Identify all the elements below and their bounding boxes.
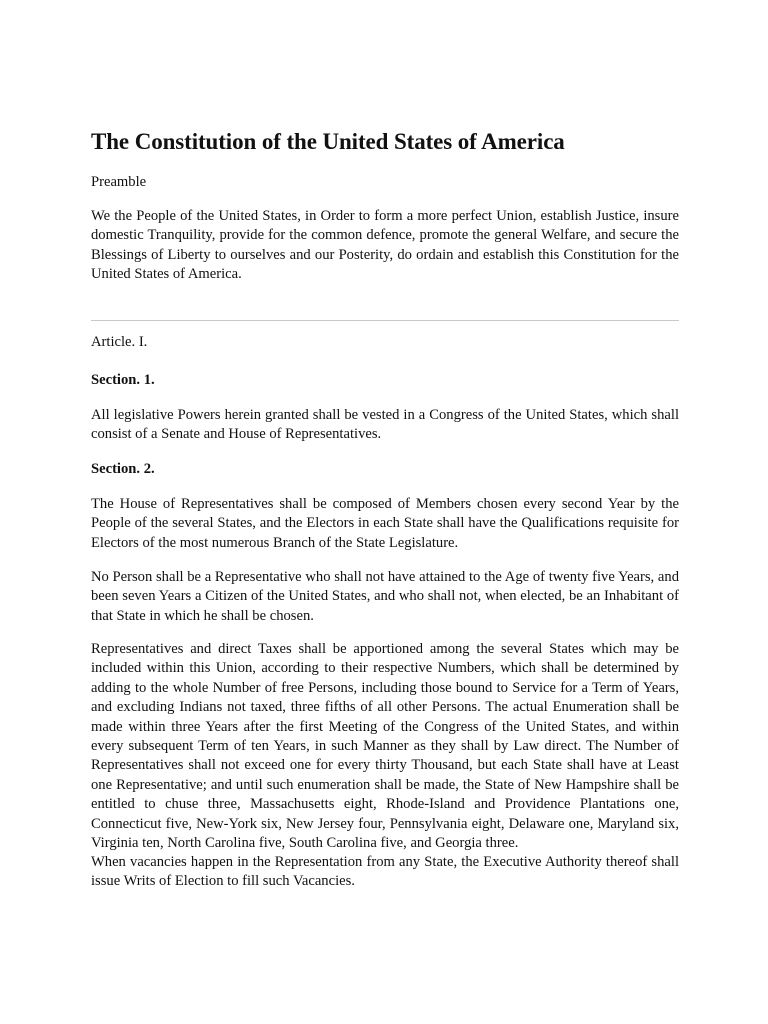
section-1-text: All legislative Powers herein granted shall be vested in a Congress of the United States, which shall consist of a Senate and House of Representatives. <box>91 407 679 443</box>
preamble-text: We the People of the United States, in Order to form a more perfect Union, establish Justice, insure domestic Tranquility, provide for the common defence, promote the general Welfare, and secure the Blessings of Liberty to ourselves and our Posterity, do ordain and establish this Constitution for the United States of America. <box>91 208 679 283</box>
document-title: The Constitution of the United States of America <box>91 129 565 154</box>
section-2-paragraph-2: No Person shall be a Representative who shall not have attained to the Age of twenty five Years, and been seven Years a Citizen of the United States, and who shall not, when elected, be an Inhabitant of that State in which he shall be chosen. <box>91 569 679 624</box>
article-heading: Article. I. <box>91 334 148 350</box>
section-1-heading: Section. 1. <box>91 372 155 388</box>
section-2-paragraph-3: Representatives and direct Taxes shall be apportioned among the several States which may be included within this Union, according to their respective Numbers, which shall be determined by adding to the whole Number of free Persons, including those bound to Service for a Term of Years, and excluding Indians not taxed, three fifths of all other Persons. The actual Enumeration shall be made within three Years after the first Meeting of the Congress of the United States, and within every subsequent Term of ten Years, in such Manner as they shall by Law direct. The Number of Representatives shall not exceed one for every thirty Thousand, but each State shall have at Least one Representative; and until such enumeration shall be made, the State of New Hampshire shall be entitled to chuse three, Massachusetts eight, Rhode-Island and Providence Plantations one, Connecticut five, New-York six, New Jersey four, Pennsylvania eight, Delaware one, Maryland six, Virginia ten, North Carolina five, South Carolina five, and Georgia three. <box>91 641 679 852</box>
section-2-heading: Section. 2. <box>91 461 155 477</box>
section-2-paragraph-4: When vacancies happen in the Representation from any State, the Executive Authority thereof shall issue Writs of Election to fill such Vacancies. <box>91 854 679 890</box>
section-2-paragraph-1: The House of Representatives shall be composed of Members chosen every second Year by the People of the several States, and the Electors in each State shall have the Qualifications requisite for Electors of the most numerous Branch of the State Legislature. <box>91 496 679 551</box>
preamble-heading: Preamble <box>91 174 147 190</box>
section-divider <box>91 320 679 321</box>
